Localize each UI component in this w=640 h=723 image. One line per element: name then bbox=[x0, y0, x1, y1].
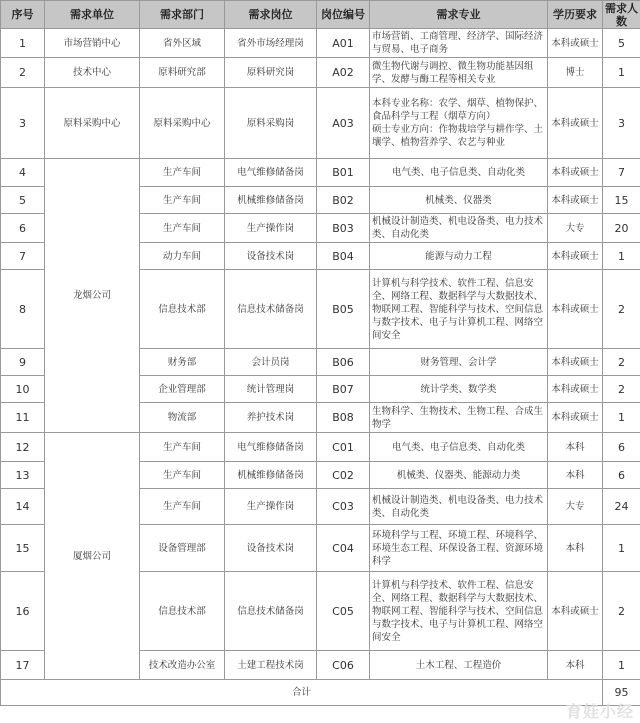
row-post: 电气维修储备岗 bbox=[225, 159, 317, 187]
row-dept: 信息技术部 bbox=[140, 270, 225, 349]
row-major: 机械类、仪器类 bbox=[370, 187, 548, 214]
row-count: 2 bbox=[603, 376, 640, 403]
row-code: A03 bbox=[317, 88, 370, 159]
row-dept: 信息技术部 bbox=[140, 572, 225, 651]
row-no: 6 bbox=[1, 214, 45, 243]
row-edu: 本科 bbox=[548, 433, 603, 462]
row-code: C04 bbox=[317, 525, 370, 572]
row-dept: 生产车间 bbox=[140, 187, 225, 214]
header-edu: 学历要求 bbox=[548, 1, 603, 29]
row-count: 1 bbox=[603, 243, 640, 270]
row-dept: 动力车间 bbox=[140, 243, 225, 270]
row-dept: 原料研究部 bbox=[140, 58, 225, 88]
row-dept: 设备管理部 bbox=[140, 525, 225, 572]
row-major: 机械类、仪器类、能源动力类 bbox=[370, 462, 548, 489]
row-post: 省外市场经理岗 bbox=[225, 29, 317, 58]
row-code: B07 bbox=[317, 376, 370, 403]
row-major: 机械设计制造类、机电设备类、电力技术类、自动化类 bbox=[370, 214, 548, 243]
row-post: 机械维修储备岗 bbox=[225, 462, 317, 489]
row-no: 11 bbox=[1, 403, 45, 433]
row-major: 市场营销、工商管理、经济学、国际经济与贸易、电子商务 bbox=[370, 29, 548, 58]
header-no: 序号 bbox=[1, 1, 45, 29]
row-post: 养护技术岗 bbox=[225, 403, 317, 433]
row-unit: 技术中心 bbox=[45, 58, 140, 88]
row-no: 12 bbox=[1, 433, 45, 462]
row-dept: 技术改造办公室 bbox=[140, 651, 225, 680]
row-code: B02 bbox=[317, 187, 370, 214]
row-no: 9 bbox=[1, 349, 45, 376]
row-post: 设备技术岗 bbox=[225, 525, 317, 572]
total-label: 合计 bbox=[1, 680, 603, 706]
row-count: 1 bbox=[603, 525, 640, 572]
row-code: B08 bbox=[317, 403, 370, 433]
row-unit: 龙烟公司 bbox=[45, 159, 140, 433]
row-major: 本科专业名称：农学、烟草、植物保护、食品科学与工程（烟草方向） 硕士专业方向：作物栽培学与耕作学、土壤学、植物营养学、农艺与种业 bbox=[370, 88, 548, 159]
total-row bbox=[1, 680, 640, 706]
row-post: 原料研究岗 bbox=[225, 58, 317, 88]
row-dept: 物流部 bbox=[140, 403, 225, 433]
row-no: 8 bbox=[1, 270, 45, 349]
row-count: 2 bbox=[603, 270, 640, 349]
row-major: 财务管理、会计学 bbox=[370, 349, 548, 376]
row-no: 10 bbox=[1, 376, 45, 403]
row-unit: 原料采购中心 bbox=[45, 88, 140, 159]
row-post: 机械维修储备岗 bbox=[225, 187, 317, 214]
row-code: A01 bbox=[317, 29, 370, 58]
row-no: 3 bbox=[1, 88, 45, 159]
row-code: C03 bbox=[317, 489, 370, 525]
row-count: 15 bbox=[603, 187, 640, 214]
row-dept: 企业管理部 bbox=[140, 376, 225, 403]
row-edu: 大专 bbox=[548, 214, 603, 243]
row-post: 会计员岗 bbox=[225, 349, 317, 376]
row-edu: 本科 bbox=[548, 651, 603, 680]
row-major: 环境科学与工程、环境工程、环境科学、环境生态工程、环保设备工程、资源环境科学 bbox=[370, 525, 548, 572]
row-dept: 生产车间 bbox=[140, 159, 225, 187]
row-unit: 厦烟公司 bbox=[45, 433, 140, 680]
row-post: 生产操作岗 bbox=[225, 489, 317, 525]
row-edu: 本科或硕士 bbox=[548, 349, 603, 376]
row-dept: 省外区域 bbox=[140, 29, 225, 58]
row-count: 2 bbox=[603, 572, 640, 651]
row-count: 1 bbox=[603, 58, 640, 88]
row-edu: 大专 bbox=[548, 489, 603, 525]
row-dept: 生产车间 bbox=[140, 214, 225, 243]
row-dept: 生产车间 bbox=[140, 489, 225, 525]
row-code: B03 bbox=[317, 214, 370, 243]
header-code: 岗位编号 bbox=[317, 1, 370, 29]
row-major: 统计学类、数学类 bbox=[370, 376, 548, 403]
row-count: 24 bbox=[603, 489, 640, 525]
row-count: 2 bbox=[603, 349, 640, 376]
row-no: 7 bbox=[1, 243, 45, 270]
row-post: 生产操作岗 bbox=[225, 214, 317, 243]
header-row bbox=[1, 1, 640, 29]
row-post: 统计管理岗 bbox=[225, 376, 317, 403]
row-count: 6 bbox=[603, 462, 640, 489]
row-code: B01 bbox=[317, 159, 370, 187]
row-unit: 市场营销中心 bbox=[45, 29, 140, 58]
row-no: 16 bbox=[1, 572, 45, 651]
row-post: 设备技术岗 bbox=[225, 243, 317, 270]
row-dept: 生产车间 bbox=[140, 462, 225, 489]
row-code: B05 bbox=[317, 270, 370, 349]
row-major: 生物科学、生物技术、生物工程、合成生物学 bbox=[370, 403, 548, 433]
row-edu: 本科或硕士 bbox=[548, 376, 603, 403]
table-row bbox=[1, 88, 640, 159]
row-major: 微生物代谢与调控、微生物功能基因组学、发酵与酶工程等相关专业 bbox=[370, 58, 548, 88]
row-major: 土木工程、工程造价 bbox=[370, 651, 548, 680]
row-edu: 本科或硕士 bbox=[548, 243, 603, 270]
row-no: 2 bbox=[1, 58, 45, 88]
row-edu: 博士 bbox=[548, 58, 603, 88]
row-count: 3 bbox=[603, 88, 640, 159]
row-edu: 本科或硕士 bbox=[548, 29, 603, 58]
row-no: 4 bbox=[1, 159, 45, 187]
table-row bbox=[1, 29, 640, 58]
row-code: C05 bbox=[317, 572, 370, 651]
row-count: 20 bbox=[603, 214, 640, 243]
row-no: 14 bbox=[1, 489, 45, 525]
row-edu: 本科或硕士 bbox=[548, 159, 603, 187]
header-major: 需求专业 bbox=[370, 1, 548, 29]
row-count: 7 bbox=[603, 159, 640, 187]
header-count: 需求人数 bbox=[603, 1, 640, 29]
row-code: C01 bbox=[317, 433, 370, 462]
row-major: 计算机与科学技术、软件工程、信息安全、网络工程、数据科学与大数据技术、物联网工程、智能科学与技术、空间信息与数字技术、电子与计算机工程、网络空间安全 bbox=[370, 572, 548, 651]
header-dept: 需求部门 bbox=[140, 1, 225, 29]
row-edu: 本科或硕士 bbox=[548, 270, 603, 349]
row-post: 信息技术储备岗 bbox=[225, 270, 317, 349]
row-code: B06 bbox=[317, 349, 370, 376]
row-dept: 财务部 bbox=[140, 349, 225, 376]
row-post: 电气维修储备岗 bbox=[225, 433, 317, 462]
row-post: 原料采购岗 bbox=[225, 88, 317, 159]
row-no: 5 bbox=[1, 187, 45, 214]
row-major: 电气类、电子信息类、自动化类 bbox=[370, 433, 548, 462]
row-count: 1 bbox=[603, 403, 640, 433]
row-dept: 原料采购中心 bbox=[140, 88, 225, 159]
row-count: 5 bbox=[603, 29, 640, 58]
row-count: 1 bbox=[603, 651, 640, 680]
row-code: C02 bbox=[317, 462, 370, 489]
table-row bbox=[1, 159, 640, 187]
row-edu: 本科 bbox=[548, 525, 603, 572]
table-row bbox=[1, 433, 640, 462]
row-dept: 生产车间 bbox=[140, 433, 225, 462]
watermark: 育娃小经 bbox=[565, 702, 634, 721]
row-edu: 本科或硕士 bbox=[548, 572, 603, 651]
header-post: 需求岗位 bbox=[225, 1, 317, 29]
row-edu: 本科或硕士 bbox=[548, 403, 603, 433]
row-edu: 本科或硕士 bbox=[548, 187, 603, 214]
row-post: 土建工程技术岗 bbox=[225, 651, 317, 680]
row-no: 17 bbox=[1, 651, 45, 680]
header-unit: 需求单位 bbox=[45, 1, 140, 29]
row-edu: 本科 bbox=[548, 462, 603, 489]
row-count: 6 bbox=[603, 433, 640, 462]
row-edu: 本科或硕士 bbox=[548, 88, 603, 159]
row-code: A02 bbox=[317, 58, 370, 88]
row-code: C06 bbox=[317, 651, 370, 680]
row-major: 电气类、电子信息类、自动化类 bbox=[370, 159, 548, 187]
row-post: 信息技术储备岗 bbox=[225, 572, 317, 651]
row-major: 计算机与科学技术、软件工程、信息安全、网络工程、数据科学与大数据技术、物联网工程、智能科学与技术、空间信息与数字技术、电子与计算机工程、网络空间安全 bbox=[370, 270, 548, 349]
row-major: 能源与动力工程 bbox=[370, 243, 548, 270]
total-value: 95 bbox=[603, 680, 640, 706]
row-code: B04 bbox=[317, 243, 370, 270]
row-no: 13 bbox=[1, 462, 45, 489]
row-no: 1 bbox=[1, 29, 45, 58]
row-no: 15 bbox=[1, 525, 45, 572]
table-row bbox=[1, 58, 640, 88]
row-major: 机械设计制造类、机电设备类、电力技术类、自动化类 bbox=[370, 489, 548, 525]
